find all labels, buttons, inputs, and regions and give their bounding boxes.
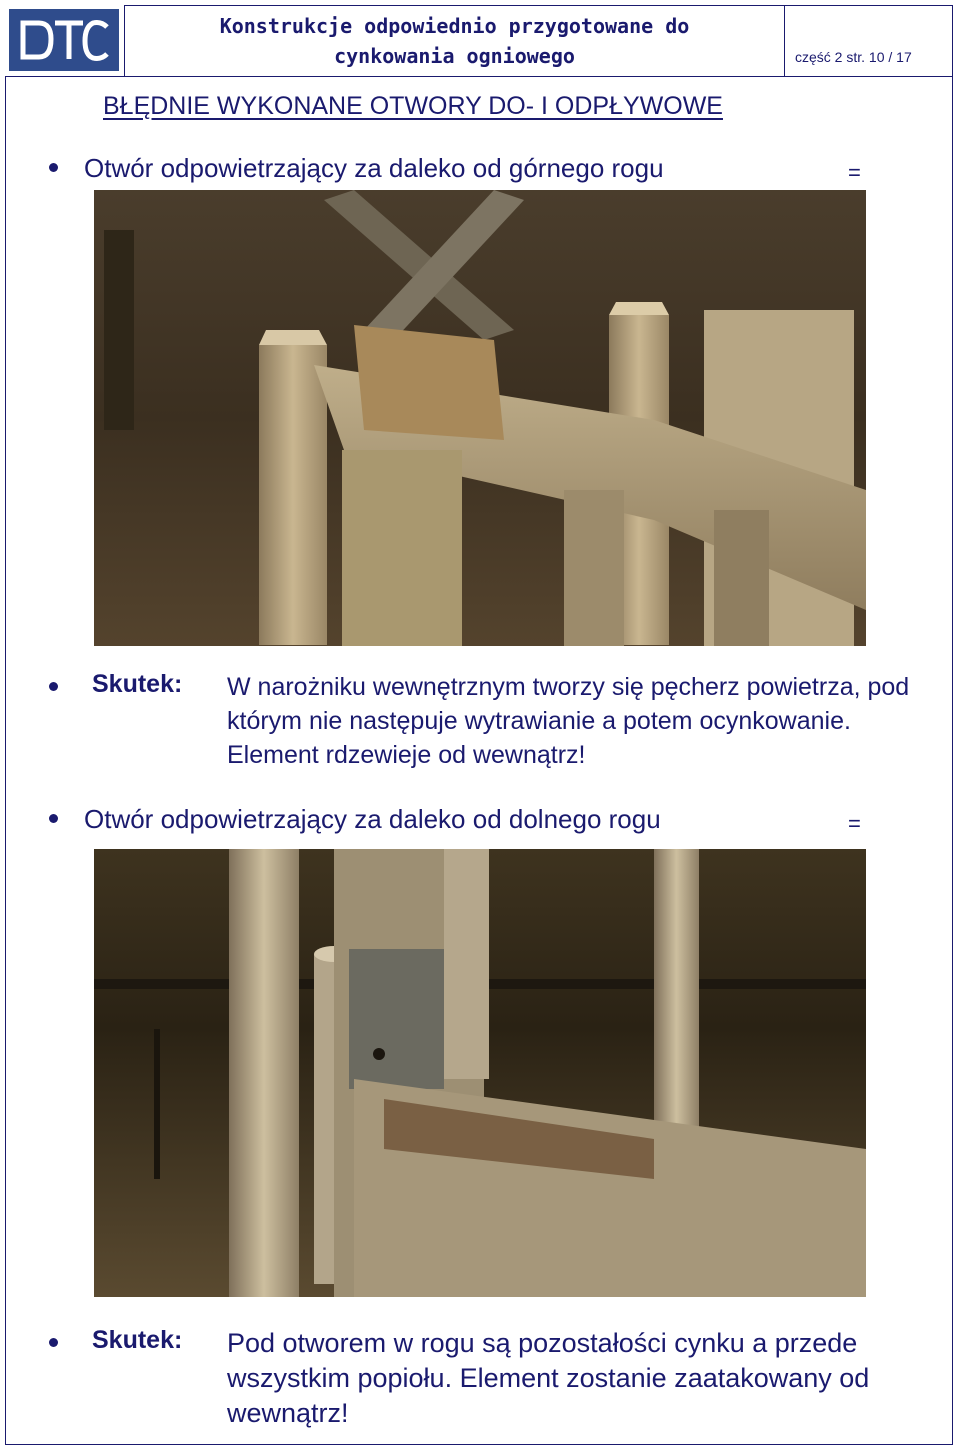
bullet-icon <box>49 814 58 823</box>
photo-upper-corner <box>94 190 866 646</box>
bullet-icon <box>49 163 58 172</box>
effect-lower-hole <box>49 1326 949 1436</box>
effect-text: W narożniku wewnętrznym tworzy się pęcherz powietrza, pod którym nie następuje wytrawianie a potem ocynkowanie. Element rdzewieje od wewnątrz! <box>227 673 910 769</box>
page-reference: część 2 str. 10 / 17 <box>795 49 912 65</box>
effect-text: Pod otworem w rogu są pozostałości cynku a przede wszystkim popiołu. Element zostanie zaatakowany od wewnątrz! <box>227 1328 870 1428</box>
page-header <box>5 5 953 77</box>
bullet-text: Otwór odpowietrzający za daleko od górnego rogu <box>84 153 664 183</box>
bullet-icon <box>49 1338 58 1347</box>
document-title <box>125 5 785 76</box>
effect-label: Skutek: <box>92 1326 183 1354</box>
effect-upper-hole <box>49 670 949 780</box>
dtc-logo-icon <box>9 9 119 71</box>
title-line-1: Konstrukcje odpowiednio przygotowane do <box>219 14 690 38</box>
effect-label: Skutek: <box>92 670 183 698</box>
bullet-icon <box>49 682 58 691</box>
company-logo <box>5 5 125 76</box>
equals-sign: = <box>848 160 861 185</box>
photo-lower-corner <box>94 849 866 1297</box>
equals-sign: = <box>848 811 861 836</box>
section-heading: BŁĘDNIE WYKONANE OTWORY DO- I ODPŁYWOWE <box>103 92 723 120</box>
title-line-2: cynkowania ogniowego <box>334 44 575 68</box>
bullet-text: Otwór odpowietrzający za daleko od dolnego rogu <box>84 804 661 834</box>
page-reference-box <box>785 5 951 76</box>
